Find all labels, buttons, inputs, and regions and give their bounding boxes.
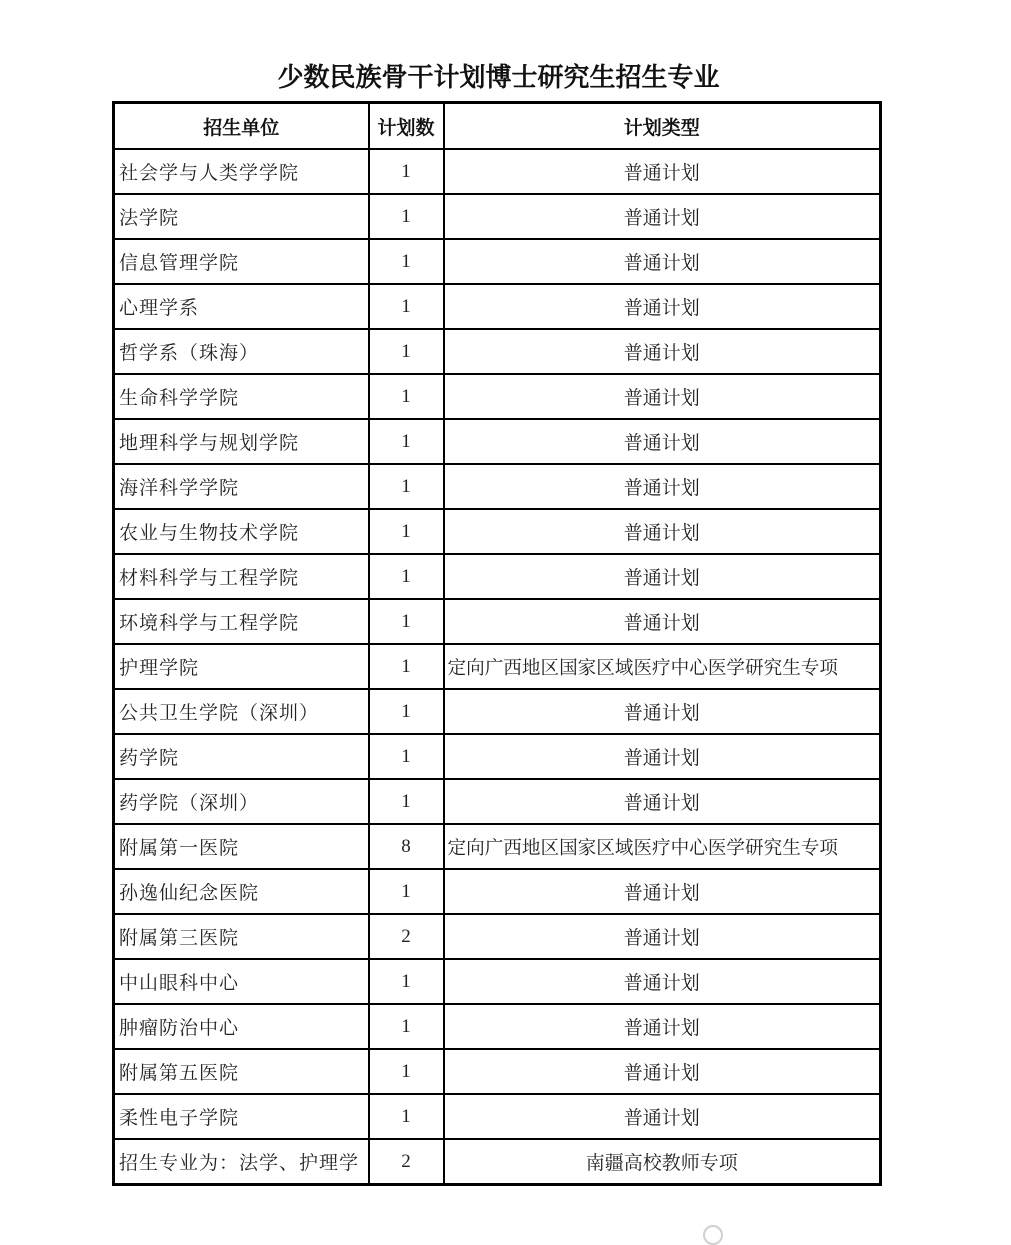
cell-type: 普通计划 bbox=[444, 284, 881, 329]
table-row bbox=[114, 869, 881, 914]
cell-unit: 招生专业为：法学、护理学 bbox=[114, 1139, 369, 1185]
cell-count: 1 bbox=[369, 149, 444, 194]
cell-unit: 药学院（深圳） bbox=[114, 779, 369, 824]
table-row bbox=[114, 1094, 881, 1139]
cell-count: 1 bbox=[369, 239, 444, 284]
cell-count: 1 bbox=[369, 194, 444, 239]
cell-type: 普通计划 bbox=[444, 599, 881, 644]
cell-unit: 哲学系（珠海） bbox=[114, 329, 369, 374]
cell-unit: 社会学与人类学学院 bbox=[114, 149, 369, 194]
cell-type: 普通计划 bbox=[444, 869, 881, 914]
table-row bbox=[114, 239, 881, 284]
cell-unit: 环境科学与工程学院 bbox=[114, 599, 369, 644]
cell-unit: 柔性电子学院 bbox=[114, 1094, 369, 1139]
table-row bbox=[114, 419, 881, 464]
scan-artifact-circle bbox=[703, 1225, 723, 1245]
cell-unit: 药学院 bbox=[114, 734, 369, 779]
cell-type: 普通计划 bbox=[444, 509, 881, 554]
cell-count: 1 bbox=[369, 869, 444, 914]
cell-unit: 孙逸仙纪念医院 bbox=[114, 869, 369, 914]
cell-count: 1 bbox=[369, 599, 444, 644]
cell-unit: 中山眼科中心 bbox=[114, 959, 369, 1004]
cell-count: 8 bbox=[369, 824, 444, 869]
table-row bbox=[114, 824, 881, 869]
table-row bbox=[114, 284, 881, 329]
cell-count: 1 bbox=[369, 554, 444, 599]
cell-type: 普通计划 bbox=[444, 194, 881, 239]
cell-count: 1 bbox=[369, 509, 444, 554]
table-row bbox=[114, 1004, 881, 1049]
cell-unit: 附属第五医院 bbox=[114, 1049, 369, 1094]
table-row bbox=[114, 599, 881, 644]
cell-type: 普通计划 bbox=[444, 419, 881, 464]
cell-count: 1 bbox=[369, 1004, 444, 1049]
table-row bbox=[114, 509, 881, 554]
cell-count: 1 bbox=[369, 374, 444, 419]
header-unit: 招生单位 bbox=[114, 103, 369, 150]
table-row bbox=[114, 149, 881, 194]
cell-unit: 心理学系 bbox=[114, 284, 369, 329]
table-row bbox=[114, 554, 881, 599]
cell-count: 1 bbox=[369, 779, 444, 824]
cell-type: 普通计划 bbox=[444, 959, 881, 1004]
table-header-row bbox=[114, 103, 881, 150]
cell-type: 普通计划 bbox=[444, 1004, 881, 1049]
cell-count: 2 bbox=[369, 914, 444, 959]
cell-type: 定向广西地区国家区域医疗中心医学研究生专项 bbox=[444, 644, 881, 689]
cell-unit: 附属第一医院 bbox=[114, 824, 369, 869]
document-title: 少数民族骨干计划博士研究生招生专业 bbox=[277, 63, 720, 93]
cell-count: 1 bbox=[369, 959, 444, 1004]
cell-type: 普通计划 bbox=[444, 554, 881, 599]
table-row bbox=[114, 374, 881, 419]
cell-unit: 护理学院 bbox=[114, 644, 369, 689]
table-row bbox=[114, 194, 881, 239]
cell-count: 1 bbox=[369, 1049, 444, 1094]
table-row bbox=[114, 329, 881, 374]
table-row bbox=[114, 689, 881, 734]
table-row bbox=[114, 959, 881, 1004]
cell-unit: 公共卫生学院（深圳） bbox=[114, 689, 369, 734]
cell-count: 1 bbox=[369, 1094, 444, 1139]
cell-count: 1 bbox=[369, 284, 444, 329]
table-row bbox=[114, 734, 881, 779]
cell-type: 定向广西地区国家区域医疗中心医学研究生专项 bbox=[444, 824, 881, 869]
table-row bbox=[114, 464, 881, 509]
cell-count: 2 bbox=[369, 1139, 444, 1185]
enrollment-plan-table bbox=[112, 101, 882, 1186]
cell-type: 普通计划 bbox=[444, 374, 881, 419]
table-row bbox=[114, 914, 881, 959]
cell-count: 1 bbox=[369, 734, 444, 779]
cell-type: 南疆高校教师专项 bbox=[444, 1139, 881, 1185]
cell-count: 1 bbox=[369, 689, 444, 734]
cell-type: 普通计划 bbox=[444, 689, 881, 734]
cell-unit: 农业与生物技术学院 bbox=[114, 509, 369, 554]
cell-type: 普通计划 bbox=[444, 734, 881, 779]
cell-type: 普通计划 bbox=[444, 779, 881, 824]
cell-unit: 附属第三医院 bbox=[114, 914, 369, 959]
cell-type: 普通计划 bbox=[444, 329, 881, 374]
cell-unit: 生命科学学院 bbox=[114, 374, 369, 419]
cell-type: 普通计划 bbox=[444, 914, 881, 959]
table-row bbox=[114, 644, 881, 689]
cell-type: 普通计划 bbox=[444, 1049, 881, 1094]
enrollment-table-container bbox=[112, 101, 882, 1186]
cell-count: 1 bbox=[369, 644, 444, 689]
cell-unit: 肿瘤防治中心 bbox=[114, 1004, 369, 1049]
cell-type: 普通计划 bbox=[444, 239, 881, 284]
cell-unit: 海洋科学学院 bbox=[114, 464, 369, 509]
table-row bbox=[114, 779, 881, 824]
cell-unit: 地理科学与规划学院 bbox=[114, 419, 369, 464]
cell-type: 普通计划 bbox=[444, 1094, 881, 1139]
table-body bbox=[114, 149, 881, 1185]
cell-unit: 材料科学与工程学院 bbox=[114, 554, 369, 599]
cell-unit: 法学院 bbox=[114, 194, 369, 239]
cell-count: 1 bbox=[369, 419, 444, 464]
table-row bbox=[114, 1049, 881, 1094]
table-row bbox=[114, 1139, 881, 1185]
cell-count: 1 bbox=[369, 329, 444, 374]
cell-count: 1 bbox=[369, 464, 444, 509]
header-count: 计划数 bbox=[369, 103, 444, 150]
header-type: 计划类型 bbox=[444, 103, 881, 150]
cell-unit: 信息管理学院 bbox=[114, 239, 369, 284]
cell-type: 普通计划 bbox=[444, 149, 881, 194]
cell-type: 普通计划 bbox=[444, 464, 881, 509]
